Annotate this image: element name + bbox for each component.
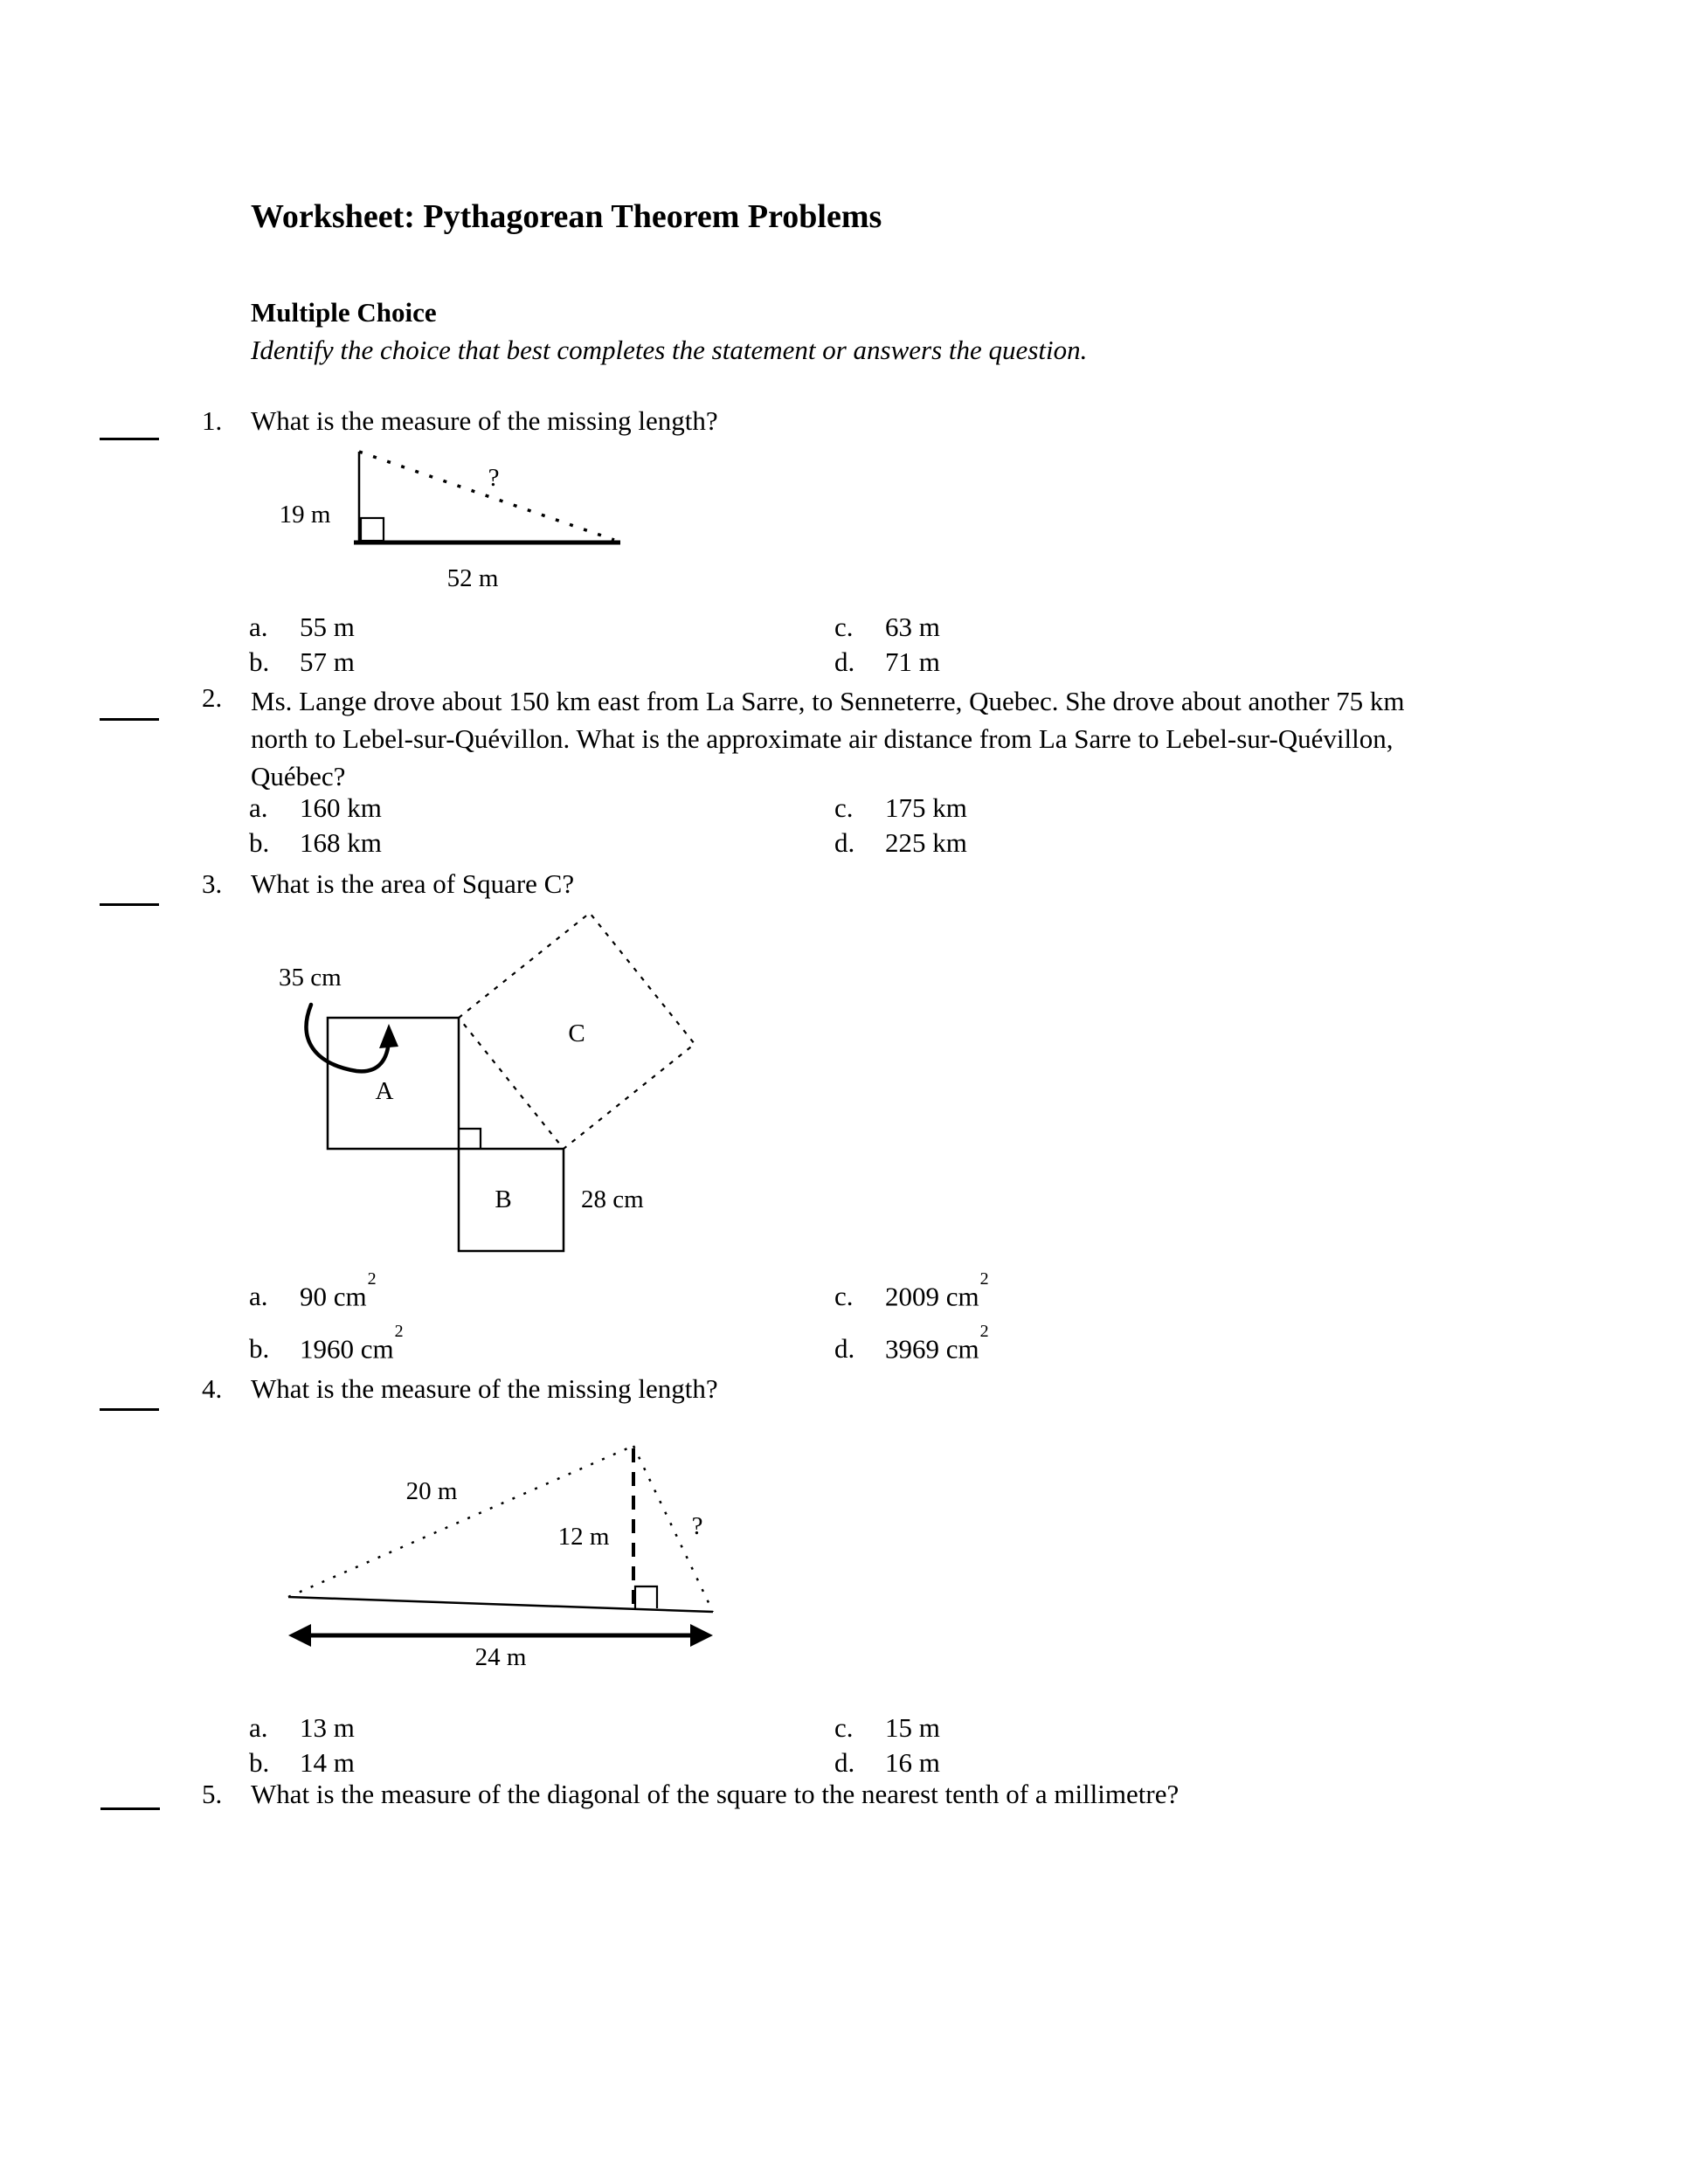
q4-left-side-line bbox=[288, 1446, 633, 1597]
answer-blank-q1[interactable] bbox=[100, 438, 159, 440]
answer-blank-q3[interactable] bbox=[100, 903, 159, 906]
choice-q4-d[interactable]: d. 16 m bbox=[834, 1747, 940, 1778]
q3-label-square-a: A bbox=[375, 1077, 394, 1105]
choice-q3-c[interactable]: c. 2009 $cm^2$ bbox=[834, 1269, 989, 1312]
q4-label-left-side: 20 m bbox=[405, 1477, 458, 1505]
q4-measure-arrowhead-right bbox=[690, 1624, 713, 1647]
question-5-number: 5. bbox=[202, 1779, 223, 1809]
question-2-text bbox=[251, 682, 1405, 795]
section-heading: Multiple Choice bbox=[251, 297, 437, 328]
q1-label-hypotenuse: ? bbox=[488, 464, 500, 492]
q1-label-left-side: 19 m bbox=[279, 501, 331, 529]
choice-q1-d[interactable]: d. 71 m bbox=[834, 646, 940, 677]
q1-label-base: 52 m bbox=[446, 564, 499, 592]
choice-q4-c[interactable]: c. 15 m bbox=[834, 1712, 940, 1743]
question-2-line-3: Québec? bbox=[251, 761, 346, 791]
q3-right-angle-marker bbox=[459, 1129, 481, 1149]
question-2-number: 2. bbox=[202, 682, 223, 713]
q3-label-35cm: 35 cm bbox=[279, 964, 342, 992]
q3-label-square-b: B bbox=[495, 1185, 512, 1213]
question-4-text: What is the measure of the missing length? bbox=[251, 1373, 718, 1404]
question-5-text: What is the measure of the diagonal of the square to the nearest tenth of a millimetre? bbox=[251, 1779, 1180, 1809]
choice-q1-a[interactable]: a. 55 m bbox=[249, 612, 355, 642]
q1-hypotenuse-line bbox=[359, 452, 614, 540]
q3-pointer-arrow bbox=[307, 1005, 389, 1071]
choice-q1-c[interactable]: c. 63 m bbox=[834, 612, 940, 642]
choice-q2-d[interactable]: d. 225 km bbox=[834, 827, 967, 858]
figure-q4-triangle-with-altitude bbox=[262, 1433, 751, 1686]
question-1-number: 1. bbox=[202, 405, 223, 436]
choice-q2-c[interactable]: c. 175 km bbox=[834, 792, 967, 823]
answer-blank-q5[interactable] bbox=[100, 1807, 160, 1810]
choice-q3-d[interactable]: d. 3969 $cm^2$ bbox=[834, 1322, 989, 1365]
question-3-text: What is the area of Square C? bbox=[251, 868, 575, 899]
q1-right-angle-marker bbox=[361, 518, 384, 541]
q3-pointer-arrowhead bbox=[379, 1024, 398, 1048]
choice-q3-b[interactable]: b. 1960 $cm^2$ bbox=[249, 1322, 404, 1365]
q4-label-base: 24 m bbox=[474, 1643, 527, 1671]
choice-q1-b[interactable]: b. 57 m bbox=[249, 646, 355, 677]
figure-q1-right-triangle bbox=[262, 437, 647, 603]
question-2-line-1: Ms. Lange drove about 150 km east from La Sarre, to Senneterre, Quebec. She drove about another 75 km bbox=[251, 686, 1405, 716]
question-2-line-2: north to Lebel-sur-Quévillon. What is the approximate air distance from La Sarre to Lebel-sur-Quévillon, bbox=[251, 723, 1394, 754]
section-instructions: Identify the choice that best completes the statement or answers the question. bbox=[251, 335, 1088, 365]
answer-blank-q2[interactable] bbox=[100, 718, 159, 721]
q3-label-square-c: C bbox=[568, 1019, 585, 1047]
choice-q3-a[interactable]: a. 90 $cm^2$ bbox=[249, 1269, 377, 1312]
q4-measure-arrowhead-left bbox=[288, 1624, 311, 1647]
question-1-text: What is the measure of the missing length? bbox=[251, 405, 718, 436]
page-title: Worksheet: Pythagorean Theorem Problems bbox=[251, 198, 882, 235]
q4-base-line bbox=[288, 1597, 713, 1612]
choice-q2-a[interactable]: a. 160 km bbox=[249, 792, 382, 823]
q3-label-28cm: 28 cm bbox=[581, 1185, 644, 1213]
q4-label-height: 12 m bbox=[557, 1523, 610, 1551]
question-3-number: 3. bbox=[202, 868, 223, 899]
choice-q4-a[interactable]: a. 13 m bbox=[249, 1712, 355, 1743]
q4-right-angle-marker bbox=[635, 1586, 657, 1608]
question-4-number: 4. bbox=[202, 1373, 223, 1404]
answer-blank-q4[interactable] bbox=[100, 1408, 159, 1411]
q4-label-right-side: ? bbox=[691, 1512, 703, 1540]
figure-q3-pythagorean-squares bbox=[262, 900, 734, 1284]
choice-q2-b[interactable]: b. 168 km bbox=[249, 827, 382, 858]
choice-q4-b[interactable]: b. 14 m bbox=[249, 1747, 355, 1778]
